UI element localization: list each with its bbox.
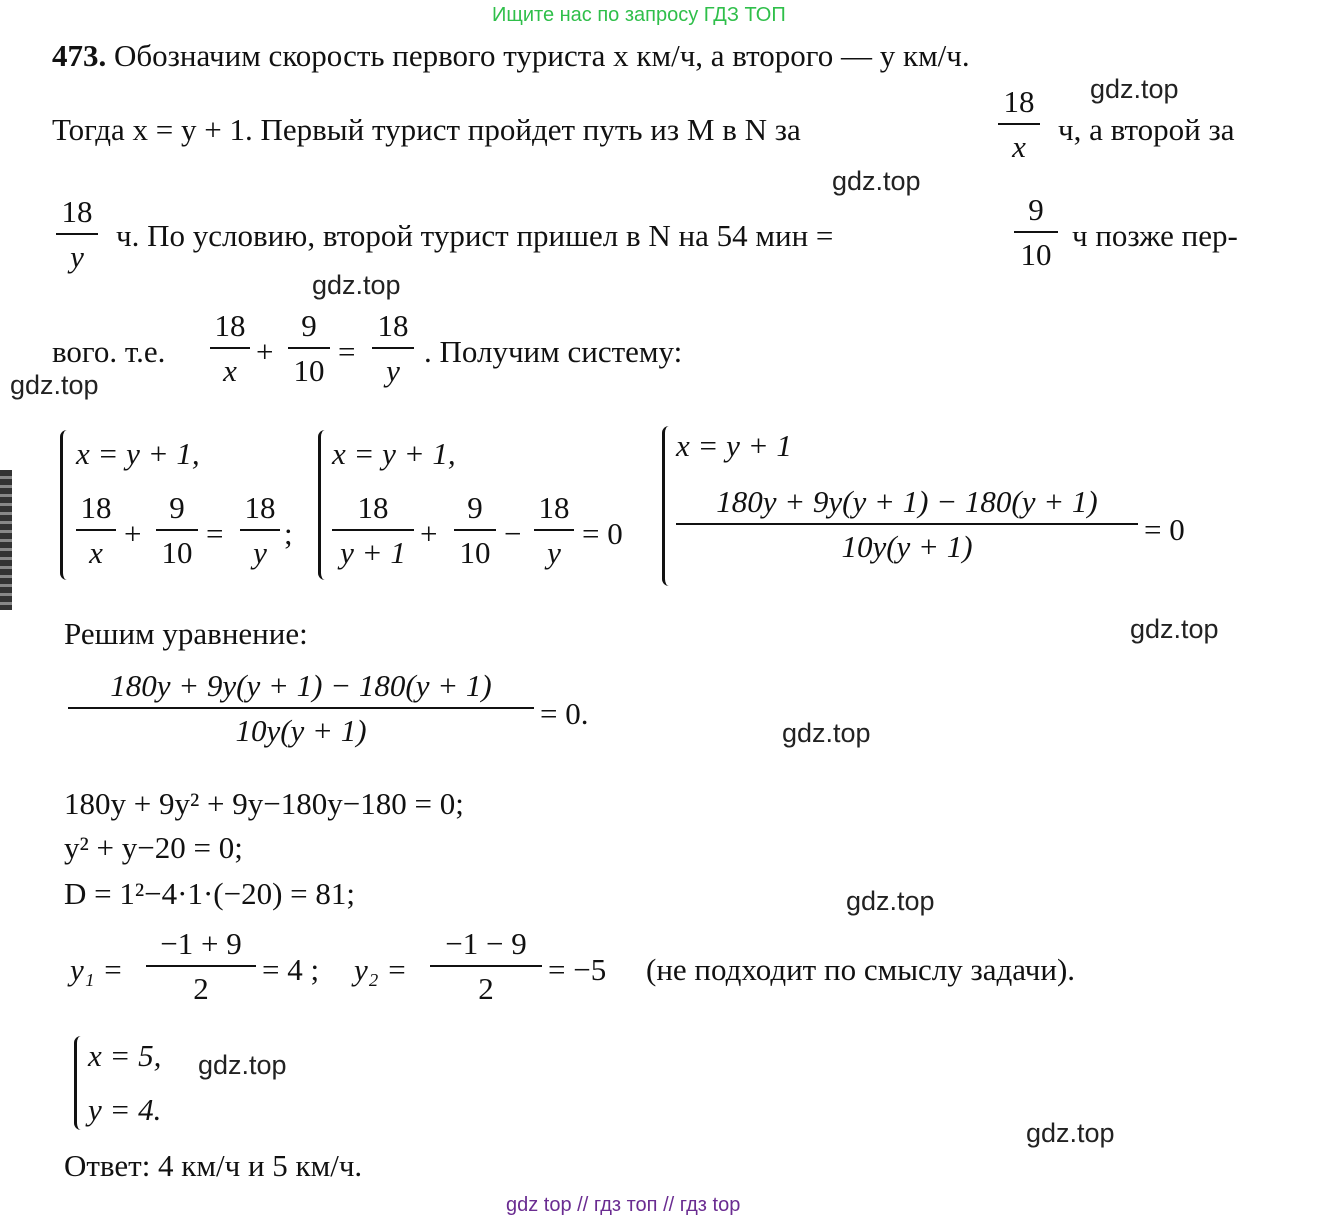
fraction-9-over-10: 9 10 bbox=[454, 492, 496, 568]
final-x: x = 5, bbox=[88, 1038, 162, 1073]
plus-sign: + bbox=[420, 516, 438, 551]
y1-label: y₁ = bbox=[70, 952, 124, 987]
equation-end: = 0. bbox=[540, 696, 589, 731]
fraction-18-over-y: 18 y bbox=[534, 492, 574, 568]
search-hint-link[interactable]: Ищите нас по запросу ГДЗ ТОП bbox=[492, 4, 786, 26]
y1-fraction: −1 + 9 2 bbox=[146, 928, 256, 1004]
fraction-9-over-10: 9 10 bbox=[156, 492, 198, 568]
step-3: D = 1²−4·1·(−20) = 81; bbox=[64, 876, 356, 911]
fraction-18-over-x: 18 x bbox=[210, 310, 250, 386]
plus-sign: + bbox=[256, 334, 274, 369]
solve-label: Решим уравнение: bbox=[64, 616, 308, 651]
watermark: gdz.top bbox=[312, 270, 401, 300]
final-system-brace bbox=[74, 1036, 81, 1130]
semicolon: ; bbox=[284, 516, 293, 551]
step-1: 180y + 9y² + 9y−180y−180 = 0; bbox=[64, 786, 464, 821]
system-2-brace bbox=[318, 430, 325, 580]
minus-sign: − bbox=[504, 516, 522, 551]
fraction-18-over-y: 18 y bbox=[372, 310, 414, 386]
problem-line-1 bbox=[52, 40, 970, 71]
fraction-9-over-10: 9 10 bbox=[288, 310, 330, 386]
y2-fraction: −1 − 9 2 bbox=[430, 928, 542, 1004]
equals-sign: = bbox=[338, 334, 356, 369]
fraction-9-over-10: 9 10 bbox=[1014, 194, 1058, 270]
step-2: y² + y−20 = 0; bbox=[64, 830, 243, 865]
y2-value: = −5 bbox=[548, 952, 607, 987]
watermark: gdz.top bbox=[1130, 614, 1219, 644]
fraction-18-over-y: 18 y bbox=[240, 492, 280, 568]
y2-label: y₂ = bbox=[354, 952, 408, 987]
watermark: gdz.top bbox=[846, 886, 935, 916]
system-1-brace bbox=[60, 430, 67, 580]
fraction-18-over-y: 18 y bbox=[56, 196, 98, 272]
y2-note: (не подходит по смыслу задачи). bbox=[646, 952, 1076, 987]
scan-artifact bbox=[0, 470, 12, 610]
plus-sign: + bbox=[124, 516, 142, 551]
equals-zero: = 0 bbox=[1144, 512, 1185, 547]
problem-number: 473. bbox=[52, 38, 107, 73]
watermark: gdz.top bbox=[782, 718, 871, 748]
watermark: gdz.top bbox=[1026, 1118, 1115, 1148]
footer-links[interactable]: gdz top // гдз топ // гдз top bbox=[506, 1194, 741, 1216]
answer: Ответ: 4 км/ч и 5 км/ч. bbox=[64, 1148, 363, 1183]
system-3-brace bbox=[662, 426, 669, 586]
problem-text-1: Обозначим скорость первого туриста x км/ч, а второго — y км/ч. bbox=[114, 38, 970, 73]
problem-line-4a: вого. т.е. bbox=[52, 334, 166, 369]
problem-line-3a: ч. По условию, второй турист пришел в N на 54 мин = bbox=[116, 218, 834, 253]
fraction-18-over-y-plus-1: 18 y + 1 bbox=[332, 492, 414, 568]
watermark: gdz.top bbox=[832, 166, 921, 196]
watermark: gdz.top bbox=[1090, 74, 1179, 104]
equals-sign: = bbox=[206, 516, 224, 551]
watermark: gdz.top bbox=[10, 370, 99, 400]
final-y: y = 4. bbox=[88, 1092, 162, 1127]
equals-zero: = 0 bbox=[582, 516, 623, 551]
problem-line-2a: Тогда x = y + 1. Первый турист пройдет путь из M в N за bbox=[52, 112, 801, 147]
system-1-row-1: x = y + 1, bbox=[76, 436, 200, 471]
problem-line-2b: ч, а второй за bbox=[1058, 112, 1235, 147]
y1-value: = 4 ; bbox=[262, 952, 320, 987]
system-2-row-1: x = y + 1, bbox=[332, 436, 456, 471]
fraction-18-over-x: 18 x bbox=[998, 86, 1040, 162]
equation-fraction: 180y + 9y(y + 1) − 180(y + 1) 10y(y + 1) bbox=[68, 670, 534, 746]
problem-line-4b: . Получим систему: bbox=[424, 334, 683, 369]
system-3-row-1: x = y + 1 bbox=[676, 428, 792, 463]
problem-line-3b: ч позже пер- bbox=[1072, 218, 1238, 253]
system-3-fraction: 180y + 9y(y + 1) − 180(y + 1) 10y(y + 1) bbox=[676, 486, 1138, 562]
watermark: gdz.top bbox=[198, 1050, 287, 1080]
fraction-18-over-x: 18 x bbox=[76, 492, 116, 568]
